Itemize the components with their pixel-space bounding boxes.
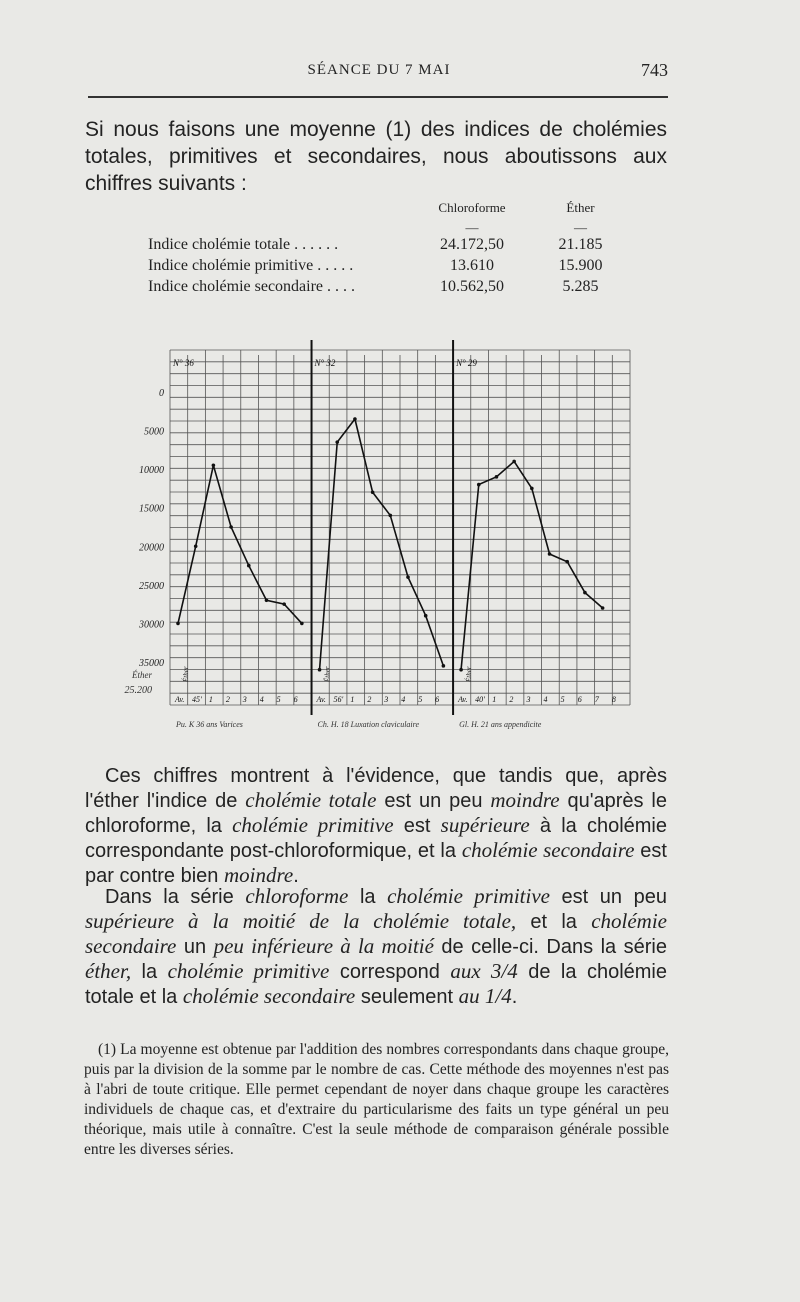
data-point <box>477 483 481 487</box>
x-tick-label: 6 <box>435 695 440 704</box>
series-tag: Éther <box>465 666 474 682</box>
series-line <box>178 465 302 623</box>
italic-run: supérieure à la moitié de la cholémie totale, <box>85 909 517 933</box>
footnote-mark: (1) <box>98 1041 117 1058</box>
x-tick-label: 1 <box>208 695 213 704</box>
cell-ether: 21.185 <box>558 236 603 253</box>
data-point <box>459 668 463 672</box>
italic-run: chloroforme <box>245 884 349 908</box>
text-run: Dans la série <box>105 886 246 908</box>
data-point <box>176 622 180 626</box>
x-tick-label: 56' <box>333 695 344 704</box>
data-point <box>371 490 375 494</box>
text-run: est un peu <box>376 790 491 812</box>
italic-run: cholémie secondaire <box>461 838 635 862</box>
y-tick-label: 15000 <box>139 503 164 515</box>
header-rule <box>88 96 668 98</box>
x-tick-label: Av. <box>458 695 468 704</box>
paragraph-2 <box>85 884 667 1009</box>
text-run: . <box>511 986 518 1008</box>
y-tick-label: 30000 <box>139 619 164 631</box>
x-tick-label: 45' <box>191 695 202 704</box>
x-tick-label: 2 <box>225 695 230 704</box>
text-run: est un peu <box>549 886 667 908</box>
data-point <box>194 544 198 548</box>
panel-caption: Pu. K 36 ans Varices <box>176 720 243 729</box>
x-tick-label: 40' <box>475 695 485 704</box>
footnote <box>84 1040 669 1160</box>
text-run: est <box>393 815 441 837</box>
italic-run: cholémie secondaire <box>85 909 667 958</box>
column-dash: — <box>465 220 479 235</box>
data-point <box>495 475 499 479</box>
data-point <box>353 417 357 421</box>
italic-run: moindre <box>223 863 294 887</box>
text-run: seulement <box>355 986 459 1008</box>
text-run: à la cholémie correspondante post-chloroformique, et la <box>85 815 667 862</box>
table-header-row <box>148 200 618 220</box>
panel-label: N° 29 <box>456 358 477 368</box>
x-tick-label: 4 <box>543 695 548 704</box>
x-tick-label: 2 <box>509 695 514 704</box>
intro-paragraph: Si nous faisons une moyenne (1) des indices de cholémies totales, primitives et secondaires, nous aboutissons aux chiffres suivants : <box>85 118 667 195</box>
x-tick-label: 5 <box>560 695 565 704</box>
row-label: Indice cholémie totale . . . . . . <box>148 236 339 253</box>
cell-chloroforme: 13.610 <box>450 257 494 274</box>
text-run: la <box>131 961 168 983</box>
cholemia-chart <box>100 330 640 750</box>
text-run: Ces chiffres montrent à l'évidence, que tandis que, après l'éther l'indice de <box>85 765 667 812</box>
table-row <box>148 236 618 257</box>
text-run: qu'après le chloroforme, la <box>85 790 667 837</box>
data-point <box>601 606 605 610</box>
row-label: Indice cholémie primitive . . . . . <box>148 257 354 274</box>
italic-run: cholémie primitive <box>167 959 330 983</box>
data-point <box>389 514 393 518</box>
italic-run: moindre <box>490 788 560 812</box>
cell-ether: 5.285 <box>562 278 599 295</box>
cell-ether: 15.900 <box>558 257 603 274</box>
page-number: 743 <box>641 60 668 80</box>
data-point <box>300 622 304 626</box>
data-point <box>442 664 446 668</box>
italic-run: cholémie secondaire <box>182 984 356 1008</box>
x-tick-label: 3 <box>384 695 389 704</box>
text-run: la <box>348 886 388 908</box>
data-point <box>247 564 251 568</box>
x-tick-label: 1 <box>492 695 497 704</box>
data-point <box>548 552 552 556</box>
text-run: . <box>293 865 299 887</box>
side-note-label: Éther <box>132 670 152 680</box>
x-tick-label: 5 <box>276 695 281 704</box>
text-run: un <box>176 936 214 958</box>
paragraph-1 <box>85 764 667 888</box>
table-dash-row <box>148 220 618 236</box>
x-tick-label: 3 <box>242 695 247 704</box>
cell-chloroforme: 24.172,50 <box>440 236 504 253</box>
data-point <box>406 575 410 579</box>
x-tick-label: 3 <box>526 695 531 704</box>
x-tick-label: 2 <box>367 695 372 704</box>
text-run: de la cholémie totale et la <box>85 961 667 1008</box>
italic-run: au 1/4 <box>458 984 512 1008</box>
column-dash: — <box>574 220 587 235</box>
x-tick-label: 8 <box>611 695 616 704</box>
y-tick-label: 10000 <box>139 465 164 477</box>
text-run: correspond <box>329 961 451 983</box>
y-tick-label: 35000 <box>139 658 164 669</box>
column-header-ether: Éther <box>566 200 595 215</box>
footnote-text: La moyenne est obtenue par l'addition des nombres correspondants dans chaque groupe, puis par la division de la somme par le nombre de cas. Cette méthode des moyennes n'est pas à l'abri de toute critique. Elle permet cependant de noyer dans chaque groupe les caractères individuels de chaque cas, et d'extraire du particularisme des faits un type général un peu théorique, mais utile à connaître. C'est la seule méthode de comparaison générale possible entre les diverses séries. <box>84 1041 669 1158</box>
data-point <box>512 460 516 464</box>
italic-run: éther, <box>85 959 132 983</box>
page-header <box>90 60 668 84</box>
table-row <box>148 257 618 278</box>
series-tag: Éther <box>323 666 332 682</box>
data-point <box>565 560 569 564</box>
panel-caption: Gl. H. 21 ans appendicite <box>459 720 542 729</box>
data-point <box>424 614 428 618</box>
x-tick-label: 6 <box>577 695 582 704</box>
italic-run: cholémie primitive <box>387 884 550 908</box>
data-point <box>583 591 587 595</box>
x-tick-label: 4 <box>401 695 406 704</box>
x-tick-label: 7 <box>594 695 599 704</box>
data-point <box>530 487 534 491</box>
x-tick-label: 4 <box>259 695 264 704</box>
side-note-label: 25.200 <box>124 685 152 696</box>
y-tick-label: 20000 <box>139 542 164 554</box>
row-label: Indice cholémie secondaire . . . . <box>148 278 356 295</box>
data-point <box>335 440 339 444</box>
x-tick-label: 5 <box>418 695 423 704</box>
table-row <box>148 278 618 299</box>
data-point <box>318 668 322 672</box>
text-run: et la <box>516 911 592 933</box>
data-point <box>212 463 216 467</box>
panel-label: N° 32 <box>314 358 336 368</box>
text-run: de celle-ci. Dans la série <box>433 936 667 958</box>
cholemia-table <box>148 200 618 299</box>
text-run: est par contre bien <box>85 840 667 887</box>
panel-caption: Ch. H. 18 Luxation claviculaire <box>317 720 420 729</box>
data-point <box>265 598 269 602</box>
x-tick-label: 1 <box>350 695 355 704</box>
column-header-chloroforme: Chloroforme <box>438 200 506 215</box>
cell-chloroforme: 10.562,50 <box>440 278 504 295</box>
italic-run: supérieure <box>440 813 530 837</box>
series-tag: Éther <box>182 666 190 682</box>
panel-label: N° 36 <box>173 358 194 368</box>
data-point <box>229 525 233 529</box>
x-tick-label: Av. <box>175 695 185 704</box>
x-tick-label: 6 <box>293 695 298 704</box>
y-tick-label: 25000 <box>139 580 164 592</box>
data-point <box>282 602 286 606</box>
italic-run: cholémie totale <box>245 788 377 812</box>
y-tick-label: 0 <box>159 388 164 399</box>
italic-run: peu inférieure à la moitié <box>213 934 434 958</box>
italic-run: aux 3/4 <box>450 959 518 983</box>
italic-run: cholémie primitive <box>232 813 394 837</box>
series-line <box>461 461 603 669</box>
running-title: SÉANCE DU 7 MAI <box>307 62 451 78</box>
y-tick-label: 5000 <box>144 426 164 438</box>
x-tick-label: Av. <box>316 695 326 704</box>
